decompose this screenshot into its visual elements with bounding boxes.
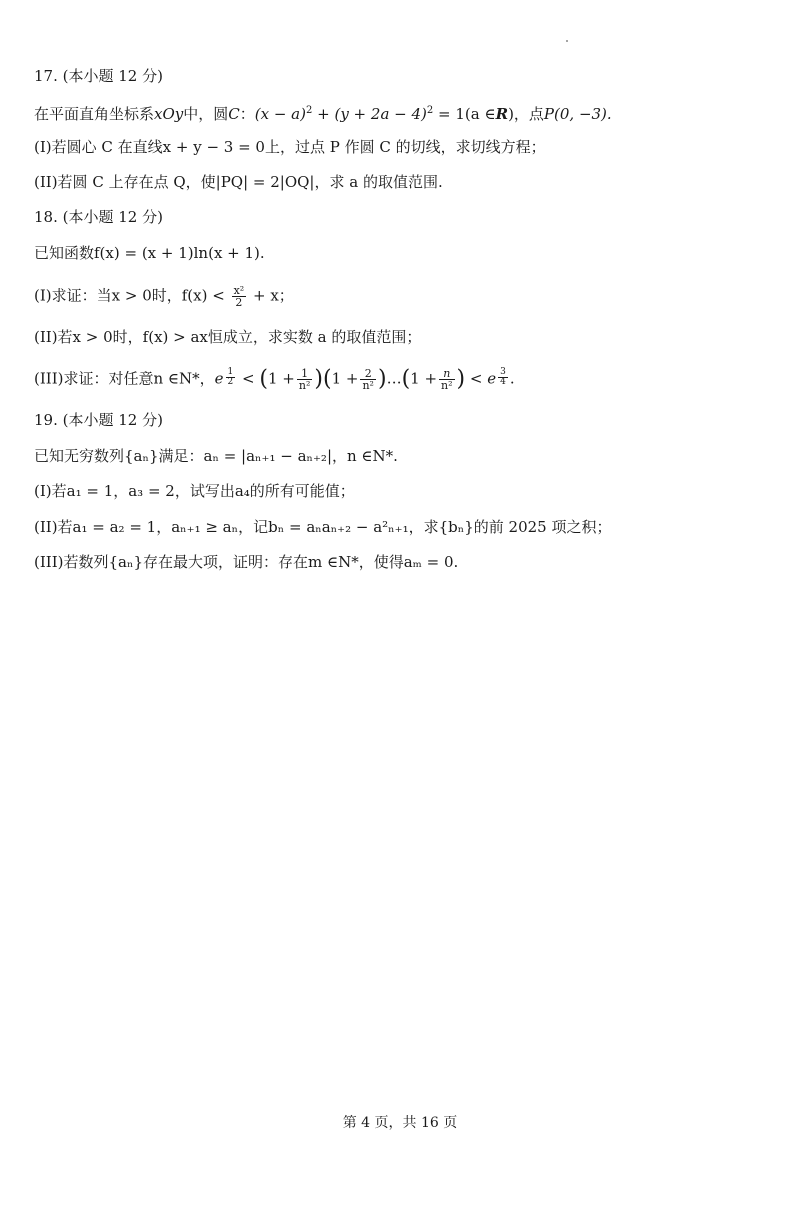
- q18-part1: (I)求证：当x > 0时，f(x) < $\frac{\text{x²}}{2}$ + x；: [34, 284, 294, 309]
- q18-part2: (II)若x > 0时，f(x) > ax恒成立，求实数 a 的取值范围；: [34, 328, 422, 346]
- q17-part2: (II)若圆 C 上存在点 Q，使|PQ| = 2|OQ|，求 a 的取值范围.: [34, 173, 443, 191]
- q18-title: 18. (本小题 12 分): [34, 208, 163, 226]
- q19-part3: (III)若数列{aₙ}存在最大项，证明：存在m ∈N*，使得aₘ = 0.: [34, 553, 459, 571]
- q17-part1: (I)若圆心 C 在直线x + y − 3 = 0上，过点 P 作圆 C 的切线，求切线方程；: [34, 138, 546, 156]
- q17-stem: 在平面直角坐标系xOy中，圆C：$(x - a)^2 + (y + 2a - 4)^2 = 1(a$ ∈R)，点P(0, −3).: [34, 105, 612, 123]
- q19-part1: (I)若a₁ = 1，a₃ = 2，试写出a₄的所有可能值；: [34, 482, 355, 500]
- q19-stem: 已知无穷数列{aₙ}满足：aₙ = |aₙ₊₁ − aₙ₊₂|，n ∈N*.: [34, 447, 398, 465]
- q19-title: 19. (本小题 12 分): [34, 411, 163, 429]
- q17-title: 17. (本小题 12 分): [34, 67, 163, 85]
- page-number: 第 4 页，共 16 页: [342, 1115, 458, 1131]
- q18-part1-fraction: $\frac{\text{x²}}{2}$: [233, 284, 245, 309]
- scan-speck: [566, 40, 568, 42]
- q18-part3: (III)求证：对任意n ∈N*，e $\frac{1}{2}$ < (1 + $\frac{1}{\text{n²}}$ )(1 + $\frac{2}{\text{n²}}$ )…(1 + $\frac{n}{\text{n²}}$ ) < e $\frac{3}{4}$ .: [34, 366, 515, 392]
- q19-part2: (II)若a₁ = a₂ = 1，aₙ₊₁ ≥ aₙ，记bₙ = aₙaₙ₊₂ − a²ₙ₊₁，求{bₙ}的前 2025 项之积；: [34, 518, 612, 536]
- q18-stem: 已知函数f(x) = (x + 1)ln(x + 1).: [34, 244, 265, 262]
